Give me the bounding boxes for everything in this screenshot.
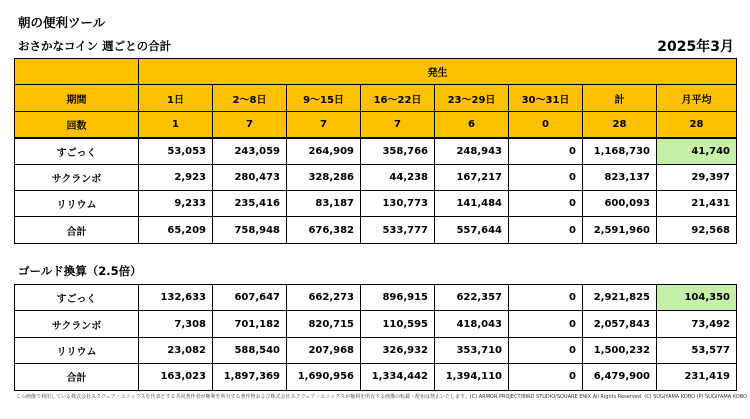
value-cell: 235,416: [213, 190, 287, 216]
value-cell: 248,943: [435, 138, 509, 164]
value-cell: 896,915: [361, 285, 435, 311]
value-cell: 0: [509, 164, 583, 190]
value-cell: 41,740: [657, 138, 737, 164]
value-cell: 65,209: [139, 217, 213, 243]
row-label: 合計: [15, 364, 139, 390]
value-cell: 53,577: [657, 337, 737, 363]
count-cell: 0: [509, 111, 583, 137]
count-cell: 1: [139, 111, 213, 137]
value-cell: 557,644: [435, 217, 509, 243]
value-cell: 600,093: [583, 190, 657, 216]
coin-table-title: おさかなコイン 週ごとの合計: [18, 39, 172, 53]
value-cell: 353,710: [435, 337, 509, 363]
value-cell: 2,921,825: [583, 285, 657, 311]
period-row: [15, 85, 737, 111]
header-corner: [15, 59, 139, 85]
row-label: すごっく: [15, 285, 139, 311]
value-cell: 73,492: [657, 311, 737, 337]
gold-table-title: ゴールド換算（2.5倍）: [18, 264, 142, 278]
period-header: 9～15日: [287, 85, 361, 111]
period-header: 2～8日: [213, 85, 287, 111]
row-label: サクランボ: [15, 311, 139, 337]
value-cell: 207,968: [287, 337, 361, 363]
copyright-footer: この画像で利用している株式会社スクウェア・エニックスを代表とする共同著作者が権利を所有する著作物および株式会社スクウェア・エニックスが権利を所有する画像の転載・配布は禁止いたします。(C) ARMOR PROJECT/BIRD STUDIO/SQUARE ENIX All Rights Reserved. (C) SUGIYAMA KOBO (P) SUGIYAMA KOBO: [16, 394, 747, 400]
count-cell: 7: [287, 111, 361, 137]
row-label: サクランボ: [15, 164, 139, 190]
value-cell: 83,187: [287, 190, 361, 216]
month-label: 2025年3月: [657, 39, 734, 55]
count-cell: 7: [213, 111, 287, 137]
value-cell: 264,909: [287, 138, 361, 164]
value-cell: 92,568: [657, 217, 737, 243]
value-cell: 662,273: [287, 285, 361, 311]
count-row: [15, 111, 737, 137]
period-header: 1日: [139, 85, 213, 111]
value-cell: 167,217: [435, 164, 509, 190]
table-row: [15, 311, 737, 337]
value-cell: 328,286: [287, 164, 361, 190]
coin-table: [14, 58, 737, 244]
table-row: [15, 217, 737, 243]
value-cell: 2,057,843: [583, 311, 657, 337]
value-cell: 104,350: [657, 285, 737, 311]
row-label: すごっく: [15, 138, 139, 164]
value-cell: 0: [509, 337, 583, 363]
count-cell: 7: [361, 111, 435, 137]
value-cell: 132,633: [139, 285, 213, 311]
count-cell: 28: [583, 111, 657, 137]
value-cell: 130,773: [361, 190, 435, 216]
value-cell: 0: [509, 217, 583, 243]
value-cell: 588,540: [213, 337, 287, 363]
group-header-row: [15, 59, 737, 85]
count-cell: 6: [435, 111, 509, 137]
table-row: [15, 285, 737, 311]
table-row: [15, 190, 737, 216]
value-cell: 141,484: [435, 190, 509, 216]
value-cell: 1,690,956: [287, 364, 361, 390]
period-header: 23～29日: [435, 85, 509, 111]
value-cell: 243,059: [213, 138, 287, 164]
value-cell: 29,397: [657, 164, 737, 190]
value-cell: 44,238: [361, 164, 435, 190]
value-cell: 1,897,369: [213, 364, 287, 390]
table-row: [15, 138, 737, 164]
value-cell: 676,382: [287, 217, 361, 243]
period-label: 期間: [15, 85, 139, 111]
row-label: リリウム: [15, 190, 139, 216]
value-cell: 758,948: [213, 217, 287, 243]
value-cell: 823,137: [583, 164, 657, 190]
count-cell: 28: [657, 111, 737, 137]
value-cell: 820,715: [287, 311, 361, 337]
value-cell: 110,595: [361, 311, 435, 337]
value-cell: 0: [509, 285, 583, 311]
value-cell: 701,182: [213, 311, 287, 337]
value-cell: 1,394,110: [435, 364, 509, 390]
value-cell: 21,431: [657, 190, 737, 216]
period-header: 計: [583, 85, 657, 111]
table-row: [15, 337, 737, 363]
value-cell: 0: [509, 364, 583, 390]
count-label: 回数: [15, 111, 139, 137]
value-cell: 622,357: [435, 285, 509, 311]
value-cell: 358,766: [361, 138, 435, 164]
value-cell: 2,591,960: [583, 217, 657, 243]
period-header: 16～22日: [361, 85, 435, 111]
value-cell: 280,473: [213, 164, 287, 190]
value-cell: 231,419: [657, 364, 737, 390]
value-cell: 418,043: [435, 311, 509, 337]
page-title: 朝の便利ツール: [18, 15, 106, 30]
value-cell: 6,479,900: [583, 364, 657, 390]
period-header: 30～31日: [509, 85, 583, 111]
value-cell: 1,334,442: [361, 364, 435, 390]
value-cell: 326,932: [361, 337, 435, 363]
value-cell: 53,053: [139, 138, 213, 164]
row-label: リリウム: [15, 337, 139, 363]
period-header: 月平均: [657, 85, 737, 111]
value-cell: 163,023: [139, 364, 213, 390]
value-cell: 0: [509, 311, 583, 337]
value-cell: 533,777: [361, 217, 435, 243]
value-cell: 1,168,730: [583, 138, 657, 164]
table-row: [15, 164, 737, 190]
value-cell: 9,233: [139, 190, 213, 216]
row-label: 合計: [15, 217, 139, 243]
value-cell: 0: [509, 190, 583, 216]
value-cell: 0: [509, 138, 583, 164]
table-row: [15, 364, 737, 390]
value-cell: 2,923: [139, 164, 213, 190]
group-header: 発生: [139, 59, 737, 85]
value-cell: 23,082: [139, 337, 213, 363]
value-cell: 7,308: [139, 311, 213, 337]
value-cell: 607,647: [213, 285, 287, 311]
gold-table: [14, 284, 737, 391]
value-cell: 1,500,232: [583, 337, 657, 363]
